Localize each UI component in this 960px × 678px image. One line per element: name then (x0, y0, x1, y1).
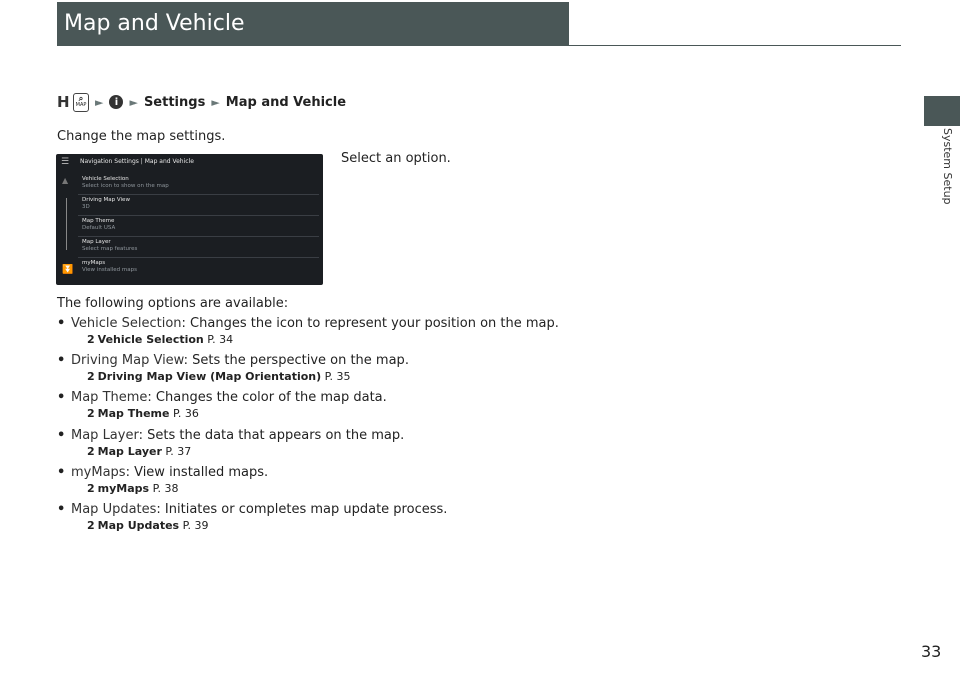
option-vehicle-selection (57, 315, 617, 352)
scroll-down-icon: ⏬ (62, 265, 74, 275)
list-item-title: Driving Map View (82, 197, 130, 203)
settings-list (78, 174, 319, 279)
options-list (57, 315, 617, 538)
navigation-path (57, 92, 346, 112)
list-item-subtitle: View installed maps (82, 267, 137, 273)
bullet: • (57, 427, 66, 443)
reference-arrow-icon: 2 (87, 370, 95, 384)
list-item (78, 174, 319, 195)
page-title-bar (57, 2, 569, 46)
scroll-up-icon: ▲ (62, 176, 69, 185)
page-reference[interactable] (87, 407, 199, 420)
home-icon: H (57, 93, 70, 111)
option-map-theme (57, 389, 617, 426)
option-name: Map Updates (71, 501, 157, 517)
option-description: : Sets the data that appears on the map. (138, 427, 405, 443)
section-label: System Setup (941, 128, 954, 205)
reference-title: myMaps (97, 481, 150, 495)
menu-icon: ☰ (61, 157, 70, 167)
search-icon: ⌕ (78, 94, 84, 103)
page-reference[interactable] (87, 519, 209, 532)
option-name: myMaps (71, 464, 126, 480)
reference-page: P. 38 (152, 481, 179, 495)
section-tab (924, 96, 960, 126)
arrow-right-icon: ► (211, 95, 220, 109)
option-name: Map Layer (71, 427, 139, 443)
settings-screenshot (56, 154, 323, 285)
page-reference[interactable] (87, 370, 351, 383)
options-intro: The following options are available: (57, 296, 289, 311)
option-map-updates (57, 501, 617, 538)
option-description: : Changes the color of the map data. (147, 390, 387, 406)
reference-page: P. 39 (182, 518, 209, 532)
bullet: • (57, 501, 66, 517)
option-name: Driving Map View (71, 353, 184, 369)
list-item-subtitle: 3D (82, 204, 90, 210)
reference-arrow-icon: 2 (87, 444, 95, 458)
reference-page: P. 35 (324, 370, 351, 384)
bullet: • (57, 390, 66, 406)
arrow-right-icon: ► (95, 95, 104, 109)
reference-page: P. 37 (165, 444, 192, 458)
title-rule (569, 45, 901, 46)
option-description: : Initiates or completes map update process. (156, 501, 448, 517)
reference-title: Map Theme (97, 407, 170, 421)
reference-title: Map Layer (97, 444, 162, 458)
list-item-title: Vehicle Selection (82, 176, 129, 182)
page-reference[interactable] (87, 333, 233, 346)
path-step-settings: Settings (143, 94, 206, 110)
screen-header: Navigation Settings | Map and Vehicle (80, 158, 194, 165)
arrow-right-icon: ► (129, 95, 138, 109)
reference-arrow-icon: 2 (87, 481, 95, 495)
intro-text: Change the map settings. (57, 129, 226, 144)
reference-page: P. 36 (172, 407, 199, 421)
list-item (78, 216, 319, 237)
list-item-title: Map Layer (82, 239, 111, 245)
info-icon: i (109, 95, 123, 109)
list-item (78, 237, 319, 258)
reference-arrow-icon: 2 (87, 333, 95, 346)
map-button-icon (73, 93, 89, 112)
option-name: Vehicle Selection (71, 316, 182, 331)
page-reference[interactable] (87, 445, 191, 458)
option-driving-map-view (57, 352, 617, 389)
option-description: : Sets the perspective on the map. (183, 353, 409, 369)
reference-title: Vehicle Selection (97, 333, 204, 346)
bullet: • (57, 353, 66, 369)
reference-title: Driving Map View (Map Orientation) (97, 370, 322, 384)
page-title: Map and Vehicle (64, 11, 245, 36)
list-item-subtitle: Select map features (82, 246, 138, 252)
path-step-map-and-vehicle: Map and Vehicle (225, 94, 347, 110)
option-mymaps (57, 464, 617, 501)
list-item (78, 258, 319, 279)
list-item (78, 195, 319, 216)
option-description: : View installed maps. (125, 464, 269, 480)
reference-page: P. 34 (207, 333, 234, 346)
map-button-label: MAP (75, 102, 87, 108)
list-item-subtitle: Select icon to show on the map (82, 183, 169, 189)
reference-arrow-icon: 2 (87, 407, 95, 421)
bullet: • (57, 316, 66, 331)
page-reference[interactable] (87, 482, 179, 495)
list-item-title: myMaps (82, 260, 106, 266)
list-item-title: Map Theme (82, 218, 115, 224)
bullet: • (57, 464, 66, 480)
option-description: : Changes the icon to represent your position on the map. (181, 316, 559, 331)
reference-arrow-icon: 2 (87, 518, 95, 532)
scroll-track (66, 198, 67, 250)
page-number: 33 (921, 642, 942, 661)
option-name: Map Theme (71, 390, 148, 406)
select-hint: Select an option. (341, 151, 451, 166)
reference-title: Map Updates (97, 518, 180, 532)
option-map-layer (57, 427, 617, 464)
list-item-subtitle: Default USA (82, 225, 116, 231)
